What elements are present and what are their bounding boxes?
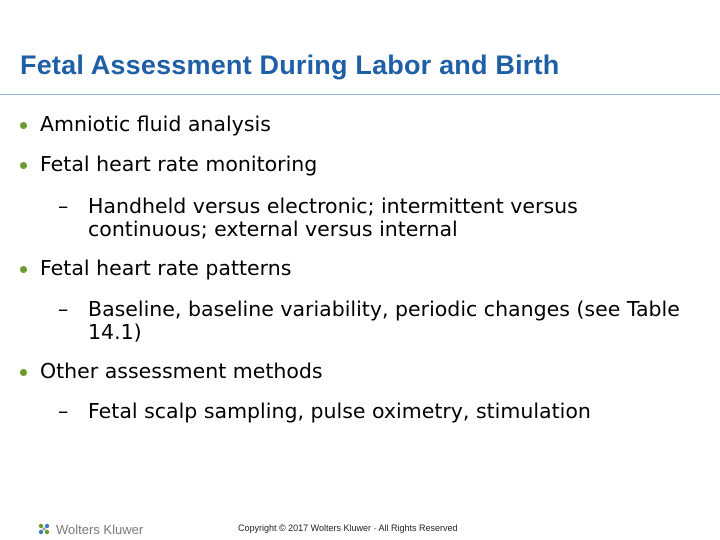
- bullet-dot-icon: [20, 162, 27, 169]
- wolters-kluwer-logo: [36, 518, 143, 540]
- slide-title: Fetal Assessment During Labor and Birth: [20, 50, 560, 80]
- copyright-notice: Copyright © 2017 Wolters Kluwer · All Rights Reserved: [238, 523, 458, 533]
- bullet-dot-icon: [20, 122, 27, 129]
- sub-bullet-text: Handheld versus electronic; intermittent versus continuous; external versus internal: [88, 194, 578, 241]
- logo-wordmark: Wolters Kluwer: [56, 521, 144, 537]
- wolters-kluwer-logo-icon: [36, 521, 52, 537]
- bullet-text: Amniotic fluid analysis: [40, 112, 271, 136]
- bullet-dot-icon: [20, 369, 27, 376]
- sub-bullet-dash: –: [58, 297, 69, 321]
- sub-bullet-dash: –: [58, 194, 69, 218]
- bullet-text: Fetal heart rate patterns: [40, 256, 292, 280]
- bullet-text: Other assessment methods: [40, 359, 323, 383]
- sub-bullet-text: Fetal scalp sampling, pulse oximetry, stimulation: [88, 399, 591, 423]
- sub-bullet-text: Baseline, baseline variability, periodic changes (see Table 14.1): [88, 297, 680, 344]
- bullet-dot-icon: [20, 266, 27, 273]
- sub-bullet-dash: –: [58, 399, 69, 423]
- bullet-text: Fetal heart rate monitoring: [40, 152, 318, 176]
